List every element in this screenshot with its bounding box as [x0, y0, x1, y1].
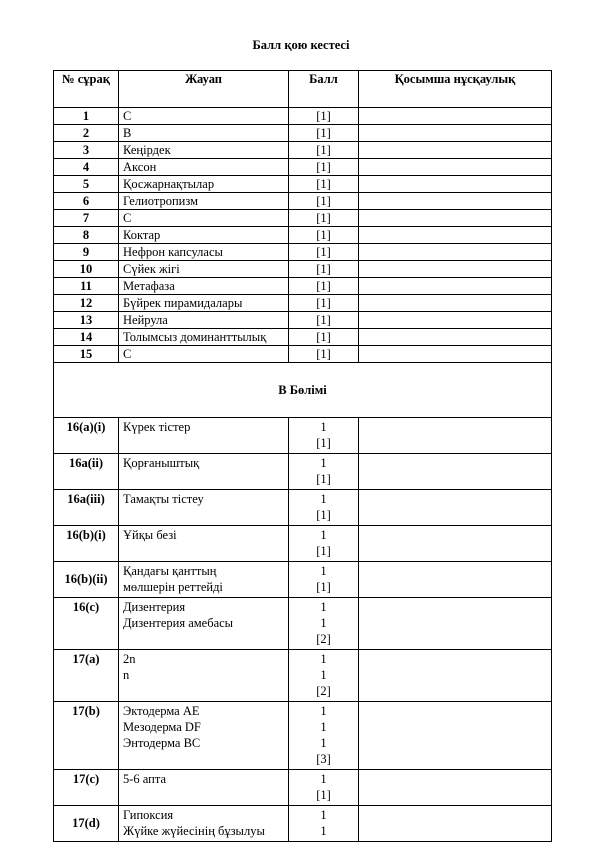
question-number: 2	[54, 125, 119, 142]
answer-cell: Толымсыз доминанттылық	[119, 329, 289, 346]
section-row	[54, 363, 552, 418]
question-number: 9	[54, 244, 119, 261]
answer-cell	[119, 806, 289, 842]
score-line: [2]	[316, 684, 331, 698]
answer-line: Тамақты тістеу	[123, 492, 204, 506]
answer-line: Энтодерма BC	[123, 736, 201, 750]
score-cell: [1]	[289, 210, 359, 227]
score-line: [1]	[316, 436, 331, 450]
answer-cell	[119, 650, 289, 702]
table-row	[54, 562, 552, 598]
question-number: 17(c)	[54, 770, 119, 806]
table-row	[54, 346, 552, 363]
score-line: [1]	[316, 544, 331, 558]
table-row	[54, 312, 552, 329]
score-cell: [1]	[289, 329, 359, 346]
answer-cell	[119, 770, 289, 806]
table-row	[54, 490, 552, 526]
header-question-number: № сұрақ	[54, 71, 119, 108]
score-cell	[289, 454, 359, 490]
question-number: 3	[54, 142, 119, 159]
score-line: [2]	[316, 632, 331, 646]
header-notes: Қосымша нұсқаулық	[359, 71, 552, 108]
notes-cell	[359, 244, 552, 261]
score-line: 1	[320, 736, 327, 750]
table-row	[54, 261, 552, 278]
question-number: 16(b)(ii)	[54, 562, 119, 598]
question-number: 17(d)	[54, 806, 119, 842]
score-line: 1	[320, 668, 327, 682]
question-number: 10	[54, 261, 119, 278]
table-row	[54, 210, 552, 227]
table-row	[54, 278, 552, 295]
score-line: [1]	[316, 788, 331, 802]
score-cell: [1]	[289, 108, 359, 125]
notes-cell	[359, 598, 552, 650]
score-line: [1]	[316, 580, 331, 594]
table-row	[54, 418, 552, 454]
question-number: 8	[54, 227, 119, 244]
answer-cell: C	[119, 346, 289, 363]
question-number: 16a(iii)	[54, 490, 119, 526]
notes-cell	[359, 346, 552, 363]
score-cell	[289, 702, 359, 770]
score-cell: [1]	[289, 295, 359, 312]
notes-cell	[359, 490, 552, 526]
notes-cell	[359, 176, 552, 193]
score-cell: [1]	[289, 159, 359, 176]
score-cell: [1]	[289, 193, 359, 210]
notes-cell	[359, 125, 552, 142]
score-cell: [1]	[289, 142, 359, 159]
notes-cell	[359, 562, 552, 598]
notes-cell	[359, 142, 552, 159]
notes-cell	[359, 418, 552, 454]
notes-cell	[359, 650, 552, 702]
score-cell	[289, 526, 359, 562]
notes-cell	[359, 806, 552, 842]
score-cell: [1]	[289, 227, 359, 244]
page-title: Балл қою кестесі	[252, 38, 350, 52]
answer-cell: Нефрон капсуласы	[119, 244, 289, 261]
question-number: 15	[54, 346, 119, 363]
score-line: 1	[320, 420, 327, 434]
answer-line: n	[123, 668, 130, 682]
answer-line: Гипоксия	[123, 808, 174, 822]
table-row	[54, 329, 552, 346]
notes-cell	[359, 193, 552, 210]
score-line: 1	[320, 600, 327, 614]
question-number: 7	[54, 210, 119, 227]
question-number: 17(b)	[54, 702, 119, 770]
score-line: 1	[320, 456, 327, 470]
score-cell: [1]	[289, 312, 359, 329]
score-cell	[289, 562, 359, 598]
answer-line: Дизентерия	[123, 600, 186, 614]
table-row	[54, 142, 552, 159]
table-row	[54, 598, 552, 650]
score-line: 1	[320, 492, 327, 506]
table-row	[54, 806, 552, 842]
answer-line: Дизентерия амебасы	[123, 616, 234, 630]
marking-table	[53, 70, 552, 842]
notes-cell	[359, 261, 552, 278]
score-cell: [1]	[289, 346, 359, 363]
question-number: 11	[54, 278, 119, 295]
answer-cell: Метафаза	[119, 278, 289, 295]
score-cell: [1]	[289, 278, 359, 295]
score-line: 1	[320, 808, 327, 822]
score-line: 1	[320, 772, 327, 786]
notes-cell	[359, 278, 552, 295]
header-answer: Жауап	[119, 71, 289, 108]
answer-line: Ұйқы безі	[123, 528, 177, 542]
score-line: [3]	[316, 752, 331, 766]
table-row	[54, 650, 552, 702]
score-cell	[289, 770, 359, 806]
score-line: 1	[320, 824, 327, 838]
answer-cell: Аксон	[119, 159, 289, 176]
score-line: 1	[320, 616, 327, 630]
question-number: 16a(ii)	[54, 454, 119, 490]
score-line: 1	[320, 652, 327, 666]
answer-line: Күрек тістер	[123, 420, 191, 434]
score-line: 1	[320, 564, 327, 578]
table-row	[54, 295, 552, 312]
notes-cell	[359, 227, 552, 244]
notes-cell	[359, 329, 552, 346]
score-cell	[289, 650, 359, 702]
table-row	[54, 176, 552, 193]
question-number: 12	[54, 295, 119, 312]
table-row	[54, 227, 552, 244]
question-number: 16(b)(i)	[54, 526, 119, 562]
answer-cell: C	[119, 108, 289, 125]
section-heading: B Бөлімі	[54, 363, 552, 418]
answer-cell: Гелиотропизм	[119, 193, 289, 210]
answer-cell	[119, 562, 289, 598]
notes-cell	[359, 526, 552, 562]
table-header-row	[54, 71, 552, 108]
table-row	[54, 193, 552, 210]
table-row	[54, 159, 552, 176]
score-cell	[289, 598, 359, 650]
notes-cell	[359, 210, 552, 227]
answer-line: Эктодерма AE	[123, 704, 200, 718]
notes-cell	[359, 159, 552, 176]
answer-line: 5-6 апта	[123, 772, 167, 786]
score-line: 1	[320, 704, 327, 718]
answer-line: Қандағы қанттың	[123, 564, 217, 578]
answer-line: Мезодерма DF	[123, 720, 201, 734]
answer-cell: C	[119, 210, 289, 227]
answer-cell	[119, 490, 289, 526]
notes-cell	[359, 454, 552, 490]
header-score: Балл	[289, 71, 359, 108]
answer-cell: Нейрула	[119, 312, 289, 329]
answer-line: 2n	[123, 652, 136, 666]
question-number: 4	[54, 159, 119, 176]
notes-cell	[359, 295, 552, 312]
table-row	[54, 108, 552, 125]
score-cell: [1]	[289, 176, 359, 193]
answer-cell: B	[119, 125, 289, 142]
question-number: 14	[54, 329, 119, 346]
score-cell	[289, 806, 359, 842]
notes-cell	[359, 312, 552, 329]
answer-cell	[119, 454, 289, 490]
score-line: [1]	[316, 508, 331, 522]
answer-cell: Бүйрек пирамидалары	[119, 295, 289, 312]
score-line: 1	[320, 528, 327, 542]
answer-line: мөлшерін реттейді	[123, 580, 223, 594]
question-number: 13	[54, 312, 119, 329]
table-row	[54, 526, 552, 562]
score-cell: [1]	[289, 261, 359, 278]
table-row	[54, 125, 552, 142]
score-cell: [1]	[289, 125, 359, 142]
notes-cell	[359, 770, 552, 806]
score-cell: [1]	[289, 244, 359, 261]
question-number: 1	[54, 108, 119, 125]
answer-cell	[119, 598, 289, 650]
answer-cell	[119, 702, 289, 770]
question-number: 5	[54, 176, 119, 193]
score-line: [1]	[316, 472, 331, 486]
answer-cell: Кеңірдек	[119, 142, 289, 159]
answer-cell: Сүйек жігі	[119, 261, 289, 278]
answer-line: Қорғаныштық	[123, 456, 200, 470]
answer-cell: Қосжарнақтылар	[119, 176, 289, 193]
question-number: 16(c)	[54, 598, 119, 650]
question-number: 16(a)(i)	[54, 418, 119, 454]
answer-cell	[119, 526, 289, 562]
answer-cell: Коктар	[119, 227, 289, 244]
question-number: 6	[54, 193, 119, 210]
notes-cell	[359, 702, 552, 770]
notes-cell	[359, 108, 552, 125]
answer-line: Жүйке жүйесінің бұзылуы	[123, 824, 265, 838]
question-number: 17(a)	[54, 650, 119, 702]
table-row	[54, 454, 552, 490]
score-cell	[289, 490, 359, 526]
table-row	[54, 702, 552, 770]
score-line: 1	[320, 720, 327, 734]
answer-cell	[119, 418, 289, 454]
table-row	[54, 770, 552, 806]
table-row	[54, 244, 552, 261]
score-cell	[289, 418, 359, 454]
